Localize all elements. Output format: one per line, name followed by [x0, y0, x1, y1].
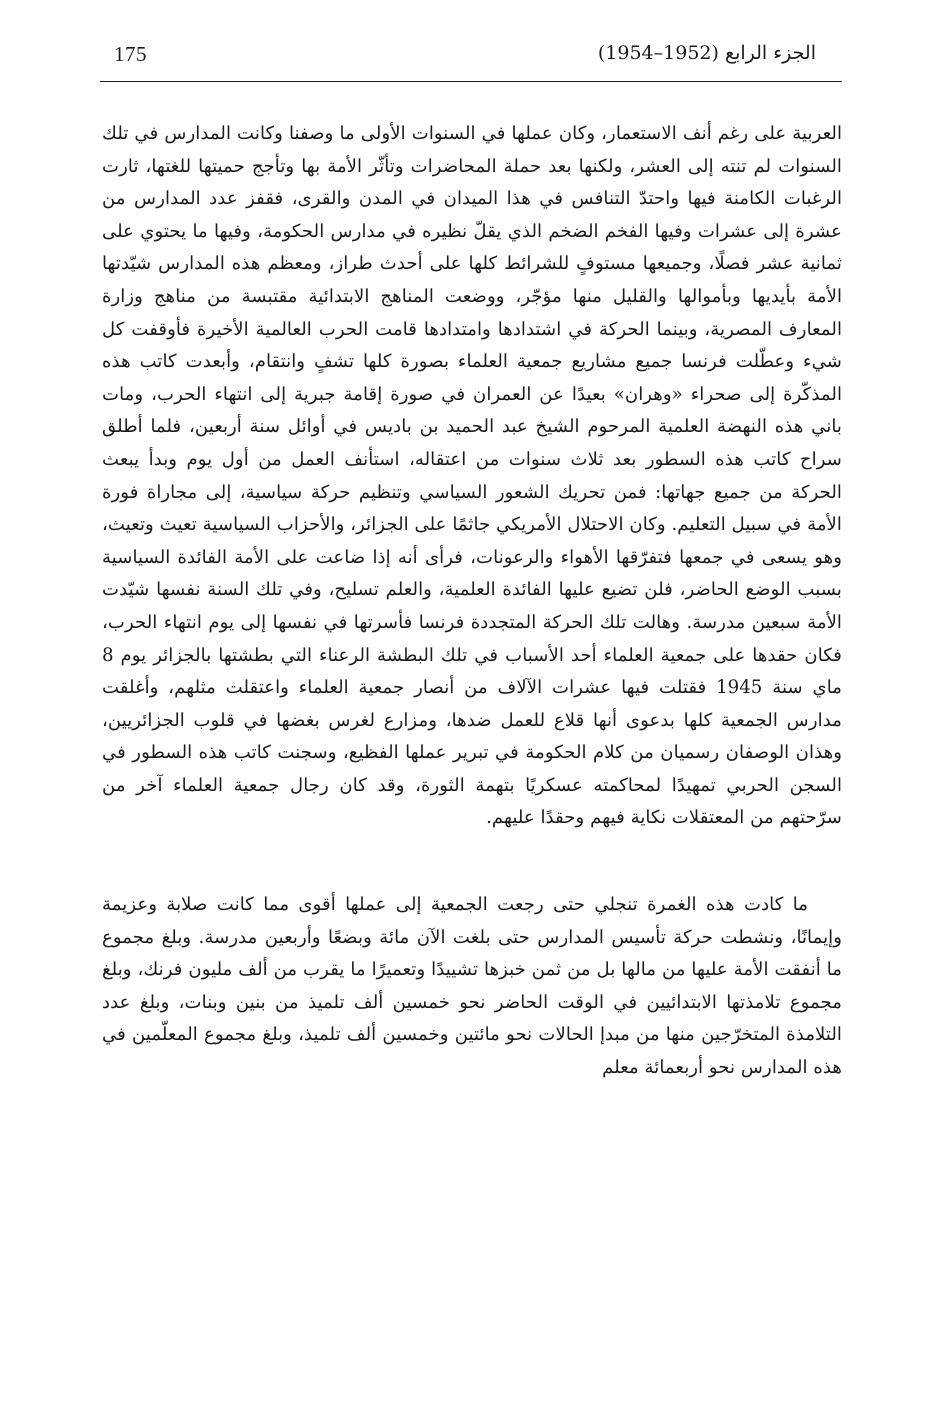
body-paragraph: ما كادت هذه الغمرة تنجلي حتى رجعت الجمعية إلى عملها أقوى مما كانت صلابة وعزيمة وإيمانًا، ونشطت حركة تأسيس المدارس حتى بلغت الآن مائة وبضعًا وأربعين مدرسة. وبلغ مجموع ما أنفقت الأمة عليها من مالها بل من ثمن خبزها تشييدًا وتعميرًا ما يقرب من ألف مليون فرنك، وبلغ مجموع تلامذتها الابتدائيين في الوقت الحاضر نحو خمسين ألف تلميذ من بنين وبنات، وبلغ عدد التلامذة المتخرّجين منها من مبدإ الحالات نحو مائتين وخمسين ألف تلميذ، وبلغ مجموع المعلّمين في هذه المدارس نحو أربعمائة معلم	[102, 894, 842, 1079]
header-divider	[100, 81, 842, 82]
page-header	[100, 38, 836, 78]
page-number: 175	[114, 42, 147, 66]
page-body	[102, 118, 842, 1085]
body-paragraph: العربية على رغم أنف الاستعمار، وكان عملها في السنوات الأولى ما وصفنا وكانت المدارس في تلك السنوات لم تنته إلى العشر، ولكنها بعد حملة المحاضرات وتأثّر الأمة بها وتأجج حميتها للغتها، ثارت الرغبات الكامنة فيها واحتدّ التنافس في هذا الميدان في المدن والقرى، فقفز عدد المدارس من عشرة إلى عشرات وفيها الفخم الضخم الذي يقلّ نظيره في مدارس الحكومة، وفيها ما يحتوي على ثمانية عشر فصلًا، وجميعها مستوفٍ للشرائط كلها على أحدث طراز، ومعظم هذه المدارس شيّدتها الأمة بأيديها وبأموالها والقليل منها مؤجّر، ووضعت المناهج الابتدائية مقتبسة من مناهج وزارة المعارف المصرية، وبينما الحركة في اشتدادها وامتدادها قامت الحرب العالمية الأخيرة فأوقفت كل شيء وعطّلت فرنسا جميع مشاريع جمعية العلماء بصورة كلها تشفٍ وانتقام، وأبعدت كاتب هذه المذكّرة إلى صحراء «وهران» بعيدًا عن العمران في صورة إقامة جبرية إلى انتهاء الحرب، ومات باني هذه النهضة العلمية المرحوم الشيخ عبد الحميد بن باديس في أوائل سنة أربعين، فلما أطلق سراح كاتب هذه السطور بعد ثلاث سنوات من اعتقاله، استأنف العمل من أول يوم وبدأ يبعث الحركة من جميع جهاتها: فمن تحريك الشعور السياسي وتنظيم حركة سياسية، إلى مجاراة فورة الأمة في سبيل التعليم. وكان الاحتلال الأمريكي جاثمًا على الجزائر، والأحزاب السياسية تعيث وتعيث، وهو يسعى في جمعها فتفرّقها الأهواء والرعونات، فرأى أنه إذا ضاعت على الأمة الفائدة السياسية بسبب الوضع الحاضر، فلن تضيع عليها الفائدة العلمية، والعلم تسليح، وفي تلك السنة نفسها شيّدت الأمة سبعين مدرسة. وهالت تلك الحركة المتجددة فرنسا فأسرتها في نفسها إلى يوم انتهاء الحرب، فكان حقدها على جمعية العلماء أحد الأسباب في تلك البطشة الرعناء التي بطشتها بالجزائر يوم 8 ماي سنة 1945 فقتلت فيها عشرات الآلاف من أنصار جمعية العلماء واعتقلت مثلهم، وأغلقت مدارس الجمعية كلها بدعوى أنها قلاع للعمل ضدها، ومزارع لغرس بغضها في قلوب الجزائريين، وهذان الوصفان رسميان من كلام الحكومة في تبرير عملها الفظيع، وسجنت كاتب هذه السطور في السجن الحربي تمهيدًا لمحاكمته عسكريًا بتهمة الثورة، وقد كان رجال جمعية العلماء آخر من سرّحتهم من المعتقلات نكاية فيهم وحقدًا عليهم.	[102, 123, 843, 829]
running-title: الجزء الرابع (1952–1954)	[597, 42, 816, 64]
